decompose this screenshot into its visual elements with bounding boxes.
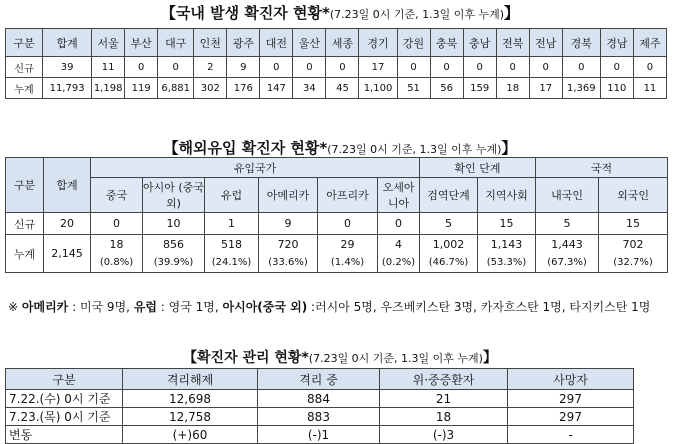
table-cell: 518: [205, 235, 259, 254]
domestic-header-cell: 충남: [463, 29, 496, 57]
table-cell: 702: [599, 235, 668, 254]
management-row: [6, 390, 634, 408]
management-row: [6, 426, 634, 444]
table-cell: 15: [478, 213, 536, 235]
table-cell: 5: [536, 213, 599, 235]
table-cell: (32.7%): [599, 254, 668, 273]
table-cell: 297: [508, 390, 634, 408]
table-cell: 0: [496, 57, 529, 78]
table-cell: 119: [125, 78, 158, 99]
domestic-header-cell: 충북: [430, 29, 463, 57]
table-cell: 0: [318, 213, 378, 235]
overseas-subheader-cell: 아메리카: [259, 178, 318, 213]
domestic-row-new: [6, 57, 667, 78]
table-cell: 6,881: [158, 78, 194, 99]
table-cell: 0: [158, 57, 194, 78]
table-cell: 12,698: [123, 390, 258, 408]
table-cell: 0: [562, 57, 600, 78]
overseas-subheader-cell: 지역사회: [478, 178, 536, 213]
management-header-cell: 구분: [6, 369, 123, 390]
table-cell: 18: [496, 78, 529, 99]
overseas-note: ※ 아메리카 : 미국 9명, 유럽 : 영국 1명, 아시아(중국 외) :러시아 5명, 우즈베키스탄 3명, 카자흐스탄 1명, 타지키스탄 1명: [8, 300, 651, 314]
table-cell: 11,793: [43, 78, 92, 99]
table-cell: 45: [326, 78, 359, 99]
table-cell: -: [508, 426, 634, 444]
table-cell: (0.2%): [378, 254, 420, 273]
overseas-subheader-cell: 아시아 (중국 외): [143, 178, 205, 213]
overseas-subheader-cell: 오세아니아: [378, 178, 420, 213]
management-row: [6, 408, 634, 426]
overseas-subheader-cell: 중국: [91, 178, 143, 213]
table-cell: 1,443: [536, 235, 599, 254]
row-label: 신규: [6, 213, 44, 235]
domestic-header-cell: 구분: [6, 29, 43, 57]
table-cell: 0: [600, 57, 633, 78]
management-header-cell: 격리해제: [123, 369, 258, 390]
table-cell: (67.3%): [536, 254, 599, 273]
table-cell: 10: [143, 213, 205, 235]
table-cell: 159: [463, 78, 496, 99]
management-title: 【확진자 관리 현황*(7.23일 0시 기준, 1.3일 이후 누계)】: [183, 350, 497, 366]
overseas-row-percent: [6, 254, 668, 273]
row-label: 7.22.(수) 0시 기준: [6, 390, 123, 408]
overseas-subheader-row: [6, 178, 668, 213]
table-cell: 110: [600, 78, 633, 99]
table-cell: 9: [259, 213, 318, 235]
table-cell: 34: [293, 78, 326, 99]
table-cell: 18: [380, 408, 508, 426]
table-cell: (33.6%): [259, 254, 318, 273]
overseas-group-country: 유입국가: [91, 158, 420, 178]
domestic-header-cell: 경기: [359, 29, 397, 57]
domestic-header-cell: 대전: [260, 29, 293, 57]
table-cell: 856: [143, 235, 205, 254]
management-header-cell: 위·중증환자: [380, 369, 508, 390]
overseas-row-new: [6, 213, 668, 235]
table-cell: (0.8%): [91, 254, 143, 273]
overseas-h-gubun: 구분: [6, 158, 44, 213]
table-cell: 883: [258, 408, 380, 426]
domestic-header-cell: 부산: [125, 29, 158, 57]
row-label: 신규: [6, 57, 43, 78]
table-cell: 0: [125, 57, 158, 78]
table-cell: 720: [259, 235, 318, 254]
overseas-h-total: 합계: [44, 158, 91, 213]
table-cell: 5: [420, 213, 478, 235]
domestic-header-cell: 경북: [562, 29, 600, 57]
table-cell: 11: [92, 57, 125, 78]
domestic-header-row: [6, 29, 667, 57]
table-cell: 0: [326, 57, 359, 78]
row-label: 7.23.(목) 0시 기준: [6, 408, 123, 426]
table-cell: 0: [91, 213, 143, 235]
overseas-table: [5, 157, 668, 273]
management-table: [5, 368, 634, 444]
table-cell: 0: [378, 213, 420, 235]
domestic-header-cell: 제주: [633, 29, 666, 57]
table-cell: 1: [205, 213, 259, 235]
table-cell: 1,002: [420, 235, 478, 254]
table-cell: 0: [463, 57, 496, 78]
domestic-row-cumulative: [6, 78, 667, 99]
table-cell: 18: [91, 235, 143, 254]
domestic-header-cell: 대구: [158, 29, 194, 57]
row-label: 변동: [6, 426, 123, 444]
table-cell: 29: [318, 235, 378, 254]
table-cell: 1,198: [92, 78, 125, 99]
domestic-header-cell: 경남: [600, 29, 633, 57]
overseas-group-stage: 확인 단계: [420, 158, 536, 178]
overseas-subheader-cell: 외국인: [599, 178, 668, 213]
table-cell: (-)3: [380, 426, 508, 444]
management-header-cell: 사망자: [508, 369, 634, 390]
domestic-header-cell: 광주: [227, 29, 260, 57]
row-label: 누계: [6, 235, 44, 273]
overseas-subheader-cell: 아프리카: [318, 178, 378, 213]
table-cell: (53.3%): [478, 254, 536, 273]
table-cell: 20: [44, 213, 91, 235]
table-cell: 17: [359, 57, 397, 78]
table-cell: 1,143: [478, 235, 536, 254]
table-cell: 0: [633, 57, 666, 78]
overseas-subheader-cell: 검역단계: [420, 178, 478, 213]
table-cell: 51: [397, 78, 430, 99]
table-cell: 11: [633, 78, 666, 99]
table-cell: (24.1%): [205, 254, 259, 273]
table-cell: 0: [293, 57, 326, 78]
domestic-header-cell: 전남: [529, 29, 562, 57]
overseas-row-cumulative: [6, 235, 668, 254]
domestic-header-cell: 세종: [326, 29, 359, 57]
table-cell: 56: [430, 78, 463, 99]
table-cell: (39.9%): [143, 254, 205, 273]
domestic-header-cell: 합계: [43, 29, 92, 57]
table-cell: 15: [599, 213, 668, 235]
table-cell: 176: [227, 78, 260, 99]
table-cell: 12,758: [123, 408, 258, 426]
domestic-header-cell: 서울: [92, 29, 125, 57]
table-cell: 297: [508, 408, 634, 426]
management-header-row: [6, 369, 634, 390]
table-cell: 0: [529, 57, 562, 78]
domestic-title: 【국내 발생 확진자 현황*(7.23일 0시 기준, 1.3일 이후 누계)】: [160, 4, 520, 22]
table-cell: (-)1: [258, 426, 380, 444]
table-cell: 17: [529, 78, 562, 99]
table-cell: (+)60: [123, 426, 258, 444]
overseas-subheader-cell: 유럽: [205, 178, 259, 213]
domestic-header-cell: 강원: [397, 29, 430, 57]
table-cell: 21: [380, 390, 508, 408]
domestic-table: [5, 28, 667, 99]
table-cell: 1,100: [359, 78, 397, 99]
table-cell: 0: [397, 57, 430, 78]
management-header-cell: 격리 중: [258, 369, 380, 390]
table-cell: 302: [194, 78, 227, 99]
domestic-header-cell: 인천: [194, 29, 227, 57]
overseas-title: 【해외유입 확진자 현황*(7.23일 0시 기준, 1.3일 이후 누계)】: [163, 139, 517, 157]
overseas-group-nation: 국적: [536, 158, 668, 178]
row-label: 누계: [6, 78, 43, 99]
table-cell: (46.7%): [420, 254, 478, 273]
overseas-subheader-cell: 내국인: [536, 178, 599, 213]
table-cell: (1.4%): [318, 254, 378, 273]
table-cell: 2,145: [44, 235, 91, 273]
domestic-header-cell: 울산: [293, 29, 326, 57]
table-cell: 0: [260, 57, 293, 78]
table-cell: 2: [194, 57, 227, 78]
table-cell: 9: [227, 57, 260, 78]
table-cell: 147: [260, 78, 293, 99]
table-cell: 884: [258, 390, 380, 408]
table-cell: 39: [43, 57, 92, 78]
domestic-header-cell: 전북: [496, 29, 529, 57]
table-cell: 0: [430, 57, 463, 78]
table-cell: 4: [378, 235, 420, 254]
table-cell: 1,369: [562, 78, 600, 99]
